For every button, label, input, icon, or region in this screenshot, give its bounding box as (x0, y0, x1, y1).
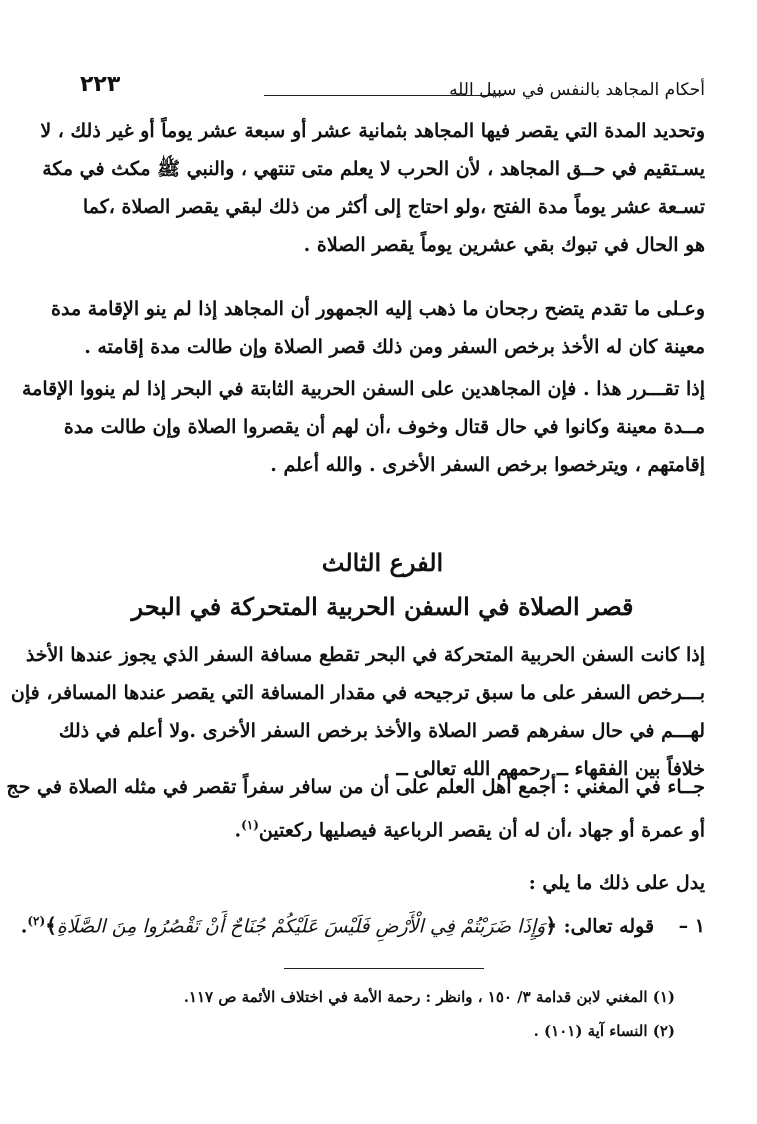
paragraph-3 (22, 370, 705, 484)
text-line: إقامتهم ، ويترخصوا برخص السفر الأخرى . والله أعلم . (270, 454, 705, 476)
text-line: لهـــم في حال سفرهم قصر الصلاة والأخذ برخص السفر الأخرى .ولا أعلم في ذلك (58, 720, 705, 742)
footnote-2: (٢) النساء آية (١٠١) . (533, 1022, 675, 1040)
evidence-item: ١ – قوله تعالى: ﴿وَإِذَا ضَرَبْتُمْ فِي الْأَرْضِ فَلَيْسَ عَلَيْكُمْ جُنَاحٌ أَنْ تَقْصُرُوا مِنَ الصَّلَاةِ﴾$^{(٢)}$. (20, 913, 705, 938)
paragraph-4 (10, 636, 705, 788)
text-line: يسـتقيم في حــق المجاهد ، لأن الحرب لا يعلم متى تنتهي ، والنبي ﷺ مكث في مكة (42, 158, 705, 180)
item-label: قوله تعالى: (563, 915, 655, 938)
text-line: بـــرخص السفر على ما سبق ترجيحه في مقدار المسافة التي يقصر عندها المسافر، فإن (10, 682, 705, 704)
text-line: إذا كانت السفن الحربية المتحركة في البحر تقطع مسافة السفر الذي يجوز عندها الأخذ (25, 644, 705, 666)
quran-bracket-open: ﴿ (545, 913, 558, 938)
paragraph-5 (6, 768, 705, 849)
text-line: وتحديد المدة التي يقصر فيها المجاهد بثمانية عشر أو سبعة عشر يوماً أو غير ذلك ، لا (40, 120, 705, 142)
text-line: معينة كان له الأخذ برخص السفر ومن ذلك قصر الصلاة وإن طالت مدة إقامته . (84, 336, 705, 358)
footnotes (60, 980, 675, 1048)
page-number: ٢٢٣ (80, 72, 121, 97)
footnote-1: (١) المغني لابن قدامة ٣/ ١٥٠ ، وانظر : رحمة الأمة في اختلاف الأئمة ص ١١٧. (183, 988, 675, 1006)
text-line: تسـعة عشر يوماً مدة الفتح ،ولو احتاج إلى أكثر من ذلك لبقي يقصر الصلاة ،كما (82, 196, 705, 218)
text-line-content: أو عمرة أو جهاد ،أن له أن يقصر الرباعية فيصليها ركعتين (258, 819, 705, 842)
paragraph-2 (51, 290, 705, 366)
book-title: أحكام المجاهد بالنفس في سبيل الله (449, 80, 705, 100)
footnote-ref-1: (١) (241, 818, 259, 832)
branch-heading: الفرع الثالث (321, 548, 444, 577)
quran-bracket-close: ﴾ (45, 913, 57, 938)
footnote-ref-2: (٢) (27, 914, 46, 928)
evidence-intro: يدل على ذلك ما يلي : (528, 872, 705, 894)
quran-verse: وَإِذَا ضَرَبْتُمْ فِي الْأَرْضِ فَلَيْسَ عَلَيْكُمْ جُنَاحٌ أَنْ تَقْصُرُوا مِنَ الصَّلَاةِ (56, 915, 546, 938)
footnote-separator (284, 968, 484, 969)
text-line: هو الحال في تبوك بقي عشرين يوماً يقصر الصلاة . (303, 234, 705, 256)
item-number: ١ – (678, 915, 705, 938)
paragraph-1 (40, 112, 705, 264)
text-line: جــاء في المغني : أجمع أهل العلم على أن من سافر سفراً تقصر في مثله الصلاة في حج (6, 776, 705, 798)
running-header (72, 72, 705, 112)
text-line: إذا تقـــرر هذا . فإن المجاهدين على السفن الحربية الثابتة في البحر إذا لم ينووا الإقامة (22, 378, 705, 400)
text-line: خلافاً بين الفقهاء ــ رحمهم الله تعالى ــ (396, 758, 705, 780)
text-line: وعـلى ما تقدم يتضح رجحان ما ذهب إليه الجمهور أن المجاهد إذا لم ينو الإقامة مدة (51, 298, 705, 320)
text-line: مــدة معينة وكانوا في حال قتال وخوف ،أن لهم أن يقصروا الصلاة وإن طالت مدة (63, 416, 705, 438)
subject-heading: قصر الصلاة في السفن الحربية المتحركة في البحر (131, 592, 634, 621)
text-line: أو عمرة أو جهاد ،أن له أن يقصر الرباعية فيصليها ركعتين$^{(١)}$. (234, 818, 705, 842)
evidence-list (20, 864, 705, 945)
